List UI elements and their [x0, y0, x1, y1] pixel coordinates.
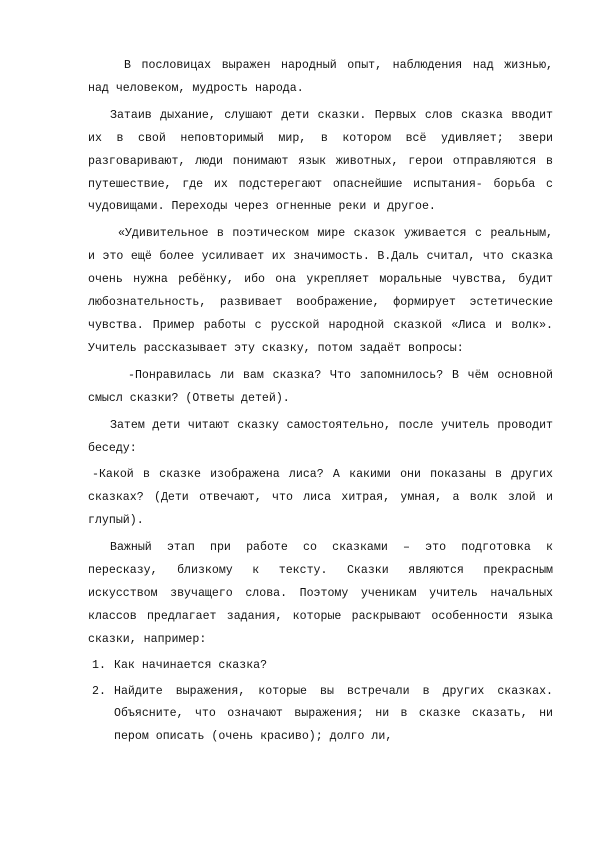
paragraph-retelling: Важный этап при работе со сказками – это подготовка к пересказу, близкому к тексту. Сказки являются прекрасным искусством звучащего слова. Поэтому ученикам учитель начальных классов предлагает задания, которые раскрывают особенности языка сказки, например: — [88, 541, 553, 646]
list-item — [88, 681, 553, 750]
paragraph-teacher-questions: -Понравилась ли вам сказка? Что запомнилось? В чём основной смысл сказки? (Ответы детей). — [88, 368, 553, 405]
list-item-text: Как начинается сказка? — [114, 658, 268, 672]
paragraph-fox-question: -Какой в сказке изображена лиса? А какими они показаны в других сказках? (Дети отвечают, что лиса хитрая, умная, а волк злой и глупый). — [88, 468, 553, 528]
list-item — [88, 655, 553, 678]
document-body — [88, 55, 553, 749]
paragraph-fairy-tales-intro: Затаив дыхание, слушают дети сказки. Первых слов сказка вводит их в свой неповторимый мир, в котором всё удивляет; звери разговаривают, люди понимают язык животных, герои отправляются в путешествие, где их подстерегают опаснейшие испытания- борьба с чудовищами. Переходы через огненные реки и другое. — [88, 108, 553, 214]
paragraph-dal-quote: «Удивительное в поэтическом мире сказок уживается с реальным, и это ещё более усиливает их значимость. В.Даль считал, что сказка очень нужна ребёнку, ибо она укрепляет моральные чувства, будит любознательность, развивает воображение, формирует эстетические чувства. Пример работы с русской народной сказкой «Лиса и волк». Учитель рассказывает эту сказку, потом задаёт вопросы: — [88, 227, 553, 355]
paragraph-independent-reading: Затем дети читают сказку самостоятельно, после учитель проводит беседу: — [88, 418, 553, 455]
list-item-text: Найдите выражения, которые вы встречали в других сказках. Объясните, что означают выражения; ни в сказке сказать, ни пером описать (очень красиво); долго ли, — [114, 684, 553, 744]
paragraph-proverbs: В пословицах выражен народный опыт, наблюдения над жизнью, над человеком, мудрость народа. — [88, 59, 553, 95]
question-list — [88, 655, 553, 750]
list-item-number: 1. — [92, 658, 106, 672]
list-item-number: 2. — [92, 684, 106, 698]
